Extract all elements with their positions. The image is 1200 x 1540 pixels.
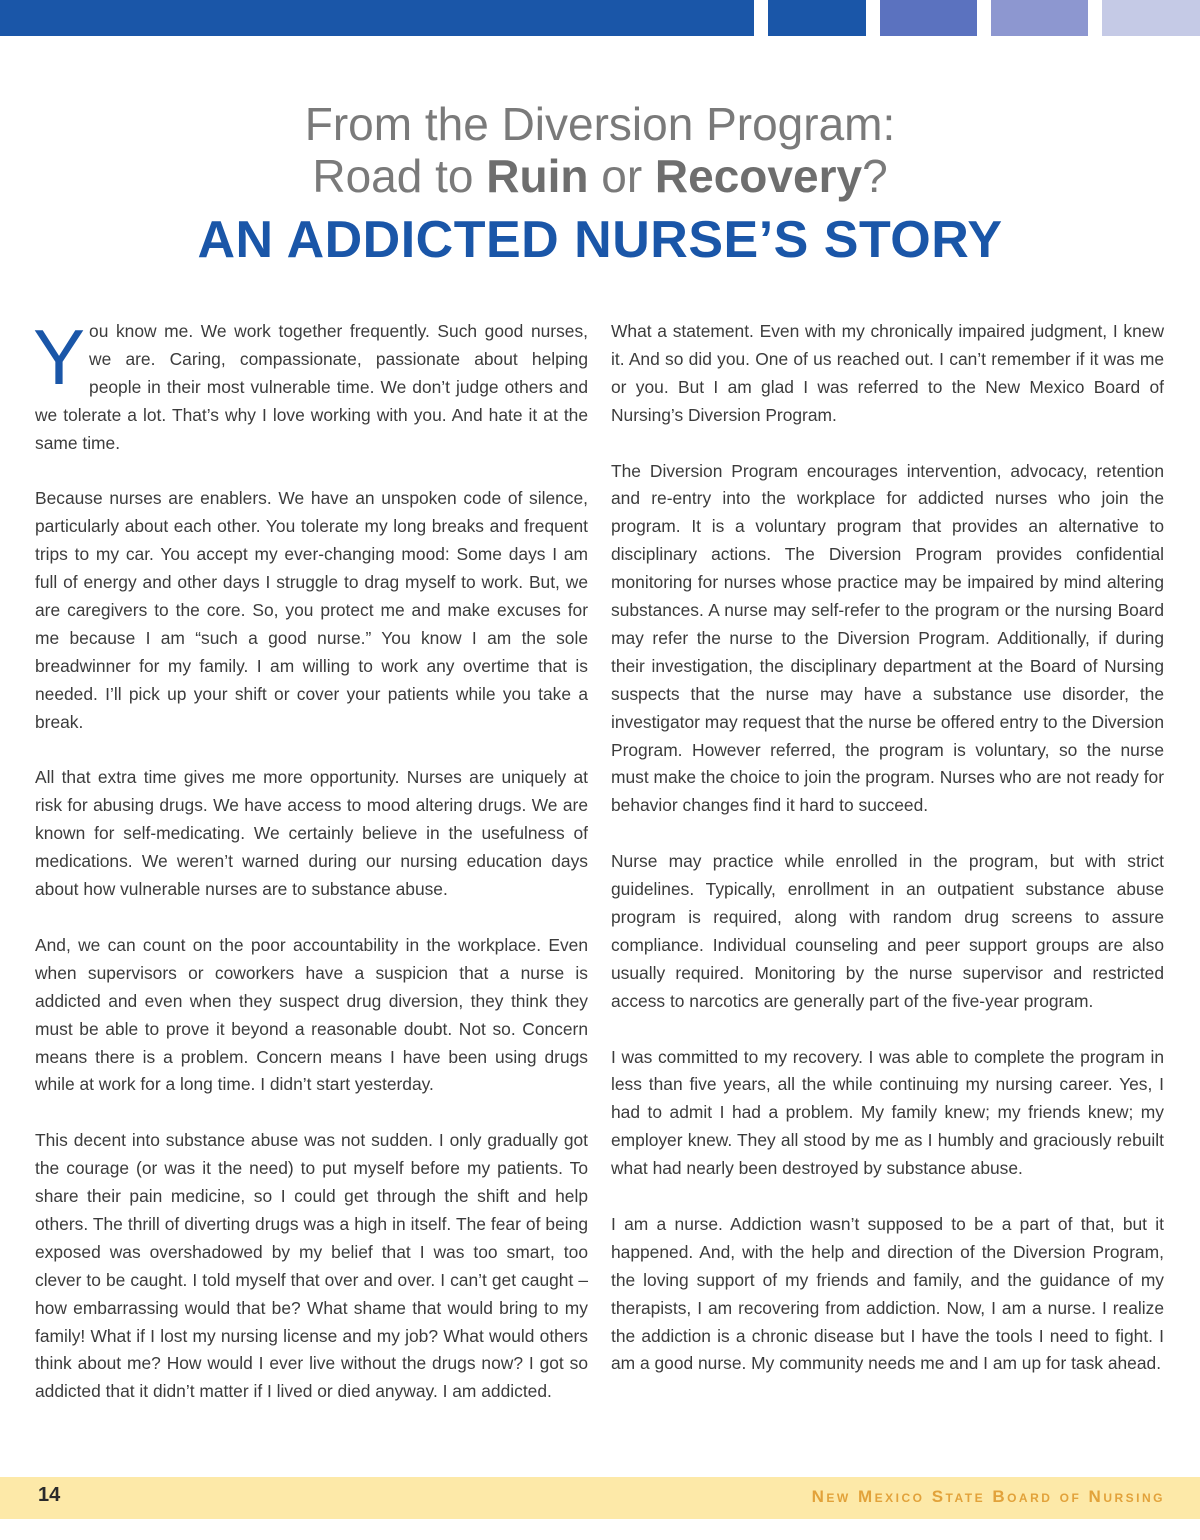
header-bar [768, 0, 866, 36]
paragraph: I am a nurse. Addiction wasn’t supposed to be a part of that, but it happened. And, with the help and direction of the Diversion Program, the loving support of my friends and family, and the guidance of my therapists, I am recovering from addiction. Now, I am a nurse. I realize the addiction is a chronic disease but I have the tools I need to fight. I am a good nurse. My community needs me and I am up for task ahead. [611, 1213, 1164, 1374]
paragraph: Nurse may practice while enrolled in the program, but with strict guidelines. Typically, enrollment in an outpatient substance abuse program is required, along with random drug screens to assure compliance. Individual counseling and peer support groups are also usually required. Monitoring by the nurse supervisor and restricted access to narcotics are generally part of the five-year program. [611, 851, 1164, 1011]
publication-name: New Mexico State Board of Nursing [811, 1487, 1165, 1506]
header-bar [991, 0, 1088, 36]
paragraph: Because nurses are enablers. We have an unspoken code of silence, particularly about each other. You tolerate my long breaks and frequent trips to my car. You accept my ever-changing mood: Some days I am full of energy and other days I struggle to drag myself to work. But, we are caregivers to the core. So, you protect me and make excuses for me because I am “such a good nurse.” You know I am the sole breadwinner for my family. I am willing to work any overtime that is needed. I’ll pick up your shift or cover your patients while you take a break. [35, 488, 588, 732]
header-bar [0, 0, 754, 36]
paragraph: What a statement. Even with my chronically impaired judgment, I knew it. And so did you. One of us reached out. I can’t remember if it was me or you. But I am glad I was referred to the New Mexico Board of Nursing’s Diversion Program. [611, 321, 1164, 425]
article-column-right [611, 318, 1164, 1406]
title-text: or [588, 150, 655, 202]
page-number: 14 [38, 1484, 61, 1506]
paragraph: The Diversion Program encourages intervention, advocacy, retention and re-entry into the workplace for addicted nurses who join the program. It is a voluntary program that provides an alternative to disciplinary actions. The Diversion Program provides confidential monitoring for nurses whose practice may be impaired by mind altering substances. A nurse may self-refer to the program or the nursing Board may refer the nurse to the Diversion Program. Additionally, if during their investigation, the disciplinary department at the Board of Nursing suspects that the nurse may have a substance use disorder, the investigator may request that the nurse be offered entry to the Diversion Program. However referred, the program is voluntary, so the nurse must make the choice to join the program. Nurses who are not ready for behavior changes find it hard to succeed. [611, 460, 1164, 816]
title-line-1: From the Diversion Program: [304, 98, 896, 150]
title-text: ? [862, 150, 888, 202]
paragraph: I was committed to my recovery. I was able to complete the program in less than five years, all the while continuing my nursing career. Yes, I had to admit I had a problem. My family knew; my friends knew; my employer knew. They all stood by me as I humbly and graciously rebuilt what had nearly been destroyed by substance abuse. [611, 1046, 1164, 1179]
header-color-bars [0, 0, 1200, 36]
paragraph [33, 313, 588, 458]
title-emphasis-recovery: Recovery [654, 150, 863, 202]
title-emphasis-ruin: Ruin [486, 150, 589, 202]
title-text: Road to [312, 150, 487, 202]
paragraph-text: ou know me. We work together frequently. Such good nurses, we are. Caring, compassionate, passionate about helping people in their most vulnerable time. We don’t judge others and we tolerate a lot. That’s why I love working with you. And hate it at the same time. [35, 321, 588, 453]
title-line-2 [0, 150, 1200, 202]
article-title [0, 98, 1200, 268]
paragraph: And, we can count on the poor accountability in the workplace. Even when supervisors or coworkers have a suspicion that a nurse is addicted and even when they suspect drug diversion, they think they must be able to prove it beyond a reasonable doubt. Not so. Concern means there is a problem. Concern means I have been using drugs while at work for a long time. I didn’t start yesterday. [35, 934, 588, 1095]
header-bar [1102, 0, 1200, 36]
drop-cap: Y [33, 313, 86, 401]
paragraph: All that extra time gives me more opportunity. Nurses are uniquely at risk for abusing drugs. We have access to mood altering drugs. We are known for self-medicating. We certainly believe in the usefulness of medications. We weren’t warned during our nursing education days about how vulnerable nurses are to substance abuse. [35, 767, 588, 900]
title-headline: AN ADDICTED NURSE’S STORY [197, 211, 1003, 269]
paragraph: This decent into substance abuse was not sudden. I only gradually got the courage (or was it the need) to put myself before my patients. To share their pain medicine, so I could get through the shift and help others. The thrill of diverting drugs was a high in itself. The fear of being exposed was overshadowed by my belief that I was too smart, too clever to be caught. I told myself that over and over. I can’t get caught – how embarrassing would that be? What shame that would bring to my family! What if I lost my nursing license and my job? What would others think about me? How would I ever live without the drugs now? I got so addicted that it didn’t matter if I lived or died anyway. I am addicted. [35, 1130, 588, 1402]
article-column-left [33, 313, 588, 1434]
header-bar [880, 0, 977, 36]
